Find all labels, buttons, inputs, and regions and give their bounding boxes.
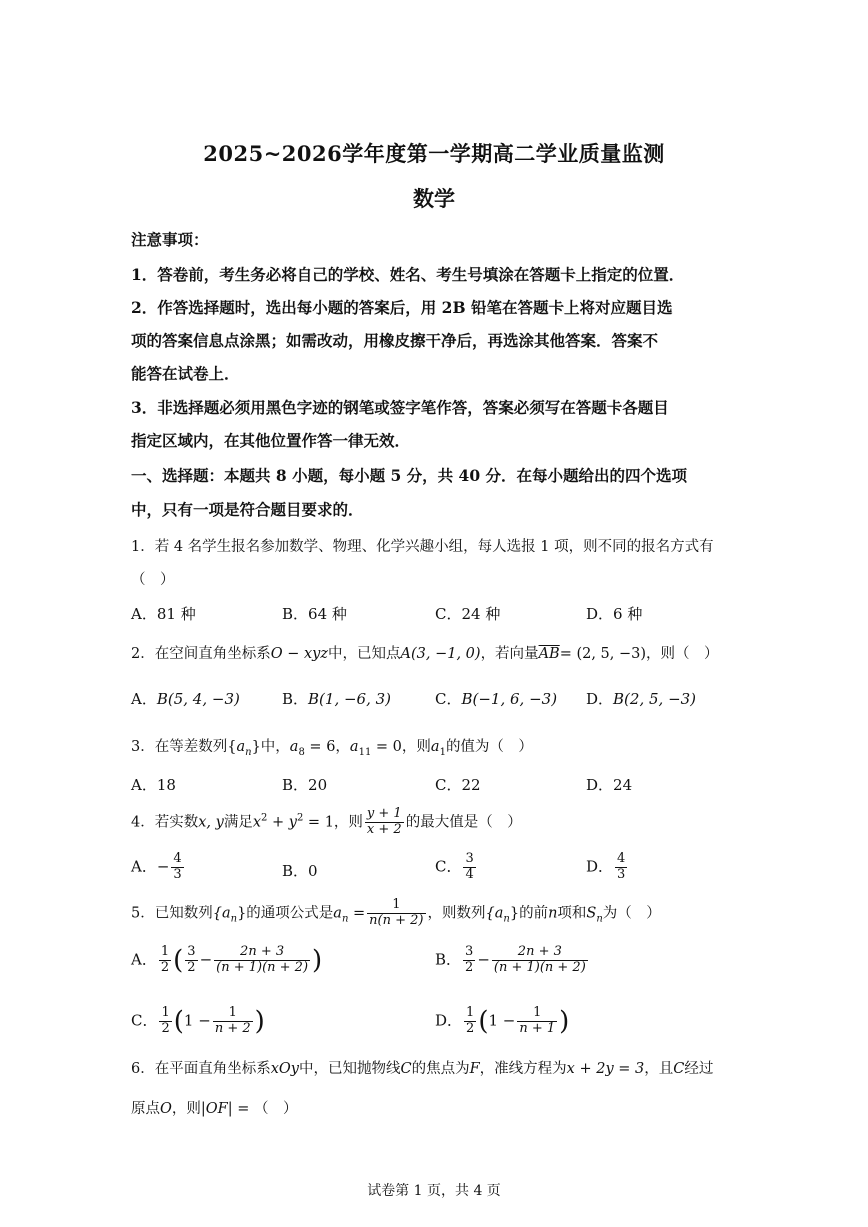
q5-text: } <box>237 905 247 922</box>
q3-value: = 6 <box>304 739 336 755</box>
q4-denominator: 3 <box>617 866 626 882</box>
q5-big-fraction <box>214 945 310 976</box>
q1-stem-line-2: （ ） <box>131 572 175 588</box>
q2-option-label: A． <box>131 690 157 708</box>
q6-stem-line-2 <box>131 1097 741 1118</box>
q5-text: 项和 <box>557 905 587 922</box>
q5-big-fraction <box>492 945 588 976</box>
q2-option-label: B． <box>282 690 309 708</box>
q2-option-a <box>131 688 240 709</box>
q2-stem <box>131 642 741 663</box>
q1-option-a: A．81 种 <box>131 605 196 623</box>
q5-three-half <box>185 945 197 976</box>
q5-c-fraction <box>213 1006 253 1037</box>
q2-option-d <box>586 688 696 709</box>
q5-denominator: 2 <box>466 1020 475 1036</box>
q5-d-fraction <box>517 1006 557 1037</box>
q6-text: ，且 <box>644 1061 674 1077</box>
q3-subscript: 8 <box>298 746 305 758</box>
q5-denominator: 2 <box>161 1020 170 1036</box>
q5-text: 的前 <box>519 905 549 922</box>
q5-denominator: n(n + 2) <box>369 912 424 928</box>
q5-denominator: (n + 1)(n + 2) <box>216 959 309 975</box>
q5-half <box>464 1006 476 1037</box>
q5-option-label: B． <box>435 950 462 969</box>
q5-numerator: 1 <box>517 1006 557 1022</box>
q2-text: 2．在空间直角坐标系 <box>131 646 271 662</box>
q4-stem <box>131 807 741 838</box>
q3-subscript: 11 <box>358 746 372 758</box>
q5-one-minus: 1 − <box>488 1011 516 1030</box>
q5-denominator: n + 1 <box>519 1020 556 1036</box>
q2-option-value: B(1, −6, 3) <box>308 690 392 708</box>
q4-text: 的最大值是（ ） <box>405 814 522 831</box>
q5-text: = <box>348 905 366 922</box>
q6-text: 原点 <box>131 1101 160 1117</box>
q5-option-label: D． <box>435 1011 463 1030</box>
q4-text: 4．若实数 <box>131 814 199 831</box>
q5-numerator: 1 <box>161 1005 170 1020</box>
q5-fraction <box>367 898 425 929</box>
q5-subscript: n <box>596 913 603 925</box>
q3-text: ， <box>335 739 350 755</box>
q6-text: 经过 <box>684 1061 714 1077</box>
q3-subscript: 1 <box>439 746 446 758</box>
q3-value: = 0 <box>371 739 402 755</box>
q5-text: } <box>509 905 520 922</box>
q6-focus: F <box>469 1061 480 1077</box>
q4-option-fraction <box>171 852 183 883</box>
q6-directrix: x + 2y = 3 <box>566 1061 645 1077</box>
q5-sum: S <box>586 905 597 922</box>
q4-sign: − <box>156 857 170 876</box>
q3-term: a <box>430 739 440 755</box>
q4-numerator: 4 <box>617 851 626 866</box>
q6-origin: O <box>160 1101 172 1117</box>
q5-sequence: {a <box>485 905 504 922</box>
q5-variable: n <box>548 905 558 922</box>
q4-option-fraction <box>463 852 475 883</box>
q2-option-label: D． <box>586 690 614 708</box>
q4-denominator: x + 2 <box>366 821 402 837</box>
q2-option-c <box>435 688 557 709</box>
q4-term: x <box>252 814 262 831</box>
q5-option-c <box>131 1006 265 1037</box>
q4-term: + y <box>267 814 297 831</box>
paren-open: ( <box>478 1006 489 1037</box>
q6-text: 的焦点为 <box>411 1061 470 1077</box>
q2-option-value: B(2, 5, −3) <box>613 690 697 708</box>
q5-one-minus: 1 − <box>183 1011 211 1030</box>
q5-option-label: A． <box>131 950 157 969</box>
q3-subscript: n <box>245 746 252 758</box>
q5-denominator: 2 <box>160 959 170 975</box>
q5-option-label: C． <box>131 1011 158 1030</box>
q4-option-a <box>131 852 186 883</box>
notice-item-1: 1．答卷前，考生务必将自己的学校、姓名、考生号填涂在答题卡上指定的位置． <box>131 265 685 284</box>
q4-denominator: 4 <box>465 866 474 882</box>
q5-text: ，则数列 <box>427 905 486 922</box>
q3-text: ，则 <box>401 739 431 755</box>
q4-numerator: 4 <box>173 851 182 866</box>
q5-subscript: n <box>230 913 238 925</box>
q4-text: ，则 <box>333 814 363 831</box>
notice-heading: 注意事项： <box>131 230 209 249</box>
q2-option-value: B(5, 4, −3) <box>156 690 240 708</box>
q5-minus: − <box>477 950 490 969</box>
q1-stem-line-1: 1．若 4 名学生报名参加数学、物理、化学兴趣小组，每人选报 1 项，则不同的报名方式有 <box>131 539 714 555</box>
section-heading-line-1: 一、选择题：本题共 8 小题，每小题 5 分，共 40 分．在每小题给出的四个选项 <box>131 466 688 485</box>
q4-option-b: B．0 <box>282 862 318 880</box>
paren-close: ) <box>312 945 323 976</box>
q5-option-d <box>435 1006 569 1037</box>
q6-curve: C <box>673 1061 685 1077</box>
q5-numerator: 3 <box>187 944 196 959</box>
q4-option-label: C． <box>435 857 462 876</box>
notice-item-3-line-1: 3．非选择题必须用黑色字迹的钢笔或签字笔作答，答案必须写在答题卡各题目 <box>131 398 669 417</box>
q2-vector-value: = (2, 5, −3) <box>559 646 647 662</box>
q5-numerator: 2n + 3 <box>492 945 588 961</box>
q4-text: 满足 <box>223 814 253 831</box>
q5-subscript: n <box>341 913 349 925</box>
paren-close: ) <box>254 1006 265 1037</box>
notice-item-2-line-3: 能答在试卷上． <box>131 364 240 383</box>
q1-option-c: C．24 种 <box>435 605 501 623</box>
q5-numerator: 1 <box>367 898 425 914</box>
q6-distance: |OF| <box>200 1101 233 1117</box>
notice-item-3-line-2: 指定区域内，在其他位置作答一律无效． <box>131 431 411 450</box>
q5-half <box>159 945 171 976</box>
q4-value: = 1 <box>303 814 334 831</box>
q3-text: }中， <box>251 739 290 755</box>
paren-open: ( <box>173 1006 184 1037</box>
q5-option-a <box>131 945 322 976</box>
q2-text: ，则（ ） <box>646 646 719 662</box>
q4-numerator: 3 <box>465 851 474 866</box>
q2-option-label: C． <box>435 690 462 708</box>
paren-open: ( <box>173 945 184 976</box>
q6-text: ，则 <box>171 1101 201 1117</box>
paren-close: ) <box>559 1006 570 1037</box>
q2-point-a: A(3, −1, 0) <box>400 646 481 662</box>
q3-term: a <box>349 739 359 755</box>
q3-text: 3．在等差数列{ <box>131 739 237 755</box>
q1-option-b: B．64 种 <box>282 605 347 623</box>
q5-sequence: {a <box>212 905 231 922</box>
q5-denominator: n + 2 <box>214 1020 251 1036</box>
q3-term: a <box>289 739 299 755</box>
q4-denominator: 3 <box>173 866 182 882</box>
q4-option-fraction <box>615 852 627 883</box>
q5-text: 的通项公式是 <box>246 905 334 922</box>
q5-text: 5．已知数列 <box>131 905 213 922</box>
q4-exponent: 2 <box>296 812 304 824</box>
exam-title: 2025~2026学年度第一学期高二学业质量监测 <box>203 141 665 166</box>
q5-denominator: 2 <box>187 959 196 975</box>
q5-three-half <box>463 945 475 976</box>
q5-numerator: 1 <box>466 1005 475 1020</box>
q3-text: 的值为（ ） <box>445 739 533 755</box>
q6-text: 中，已知抛物线 <box>299 1061 401 1077</box>
q4-option-c <box>435 852 478 883</box>
q5-numerator: 1 <box>160 944 170 959</box>
q2-coord-system: O − xyz <box>270 646 328 662</box>
q2-text: 中，已知点 <box>328 646 401 662</box>
q6-plane: xOy <box>270 1061 299 1077</box>
q5-stem <box>131 898 741 929</box>
q5-minus: − <box>199 950 213 969</box>
q3-term: a <box>236 739 246 755</box>
q5-text: 为（ ） <box>602 905 661 922</box>
q1-option-d: D．6 种 <box>586 605 643 623</box>
q5-numerator: 2n + 3 <box>214 945 310 961</box>
q4-option-label: D． <box>586 857 614 876</box>
q3-option-a: A．18 <box>131 776 176 794</box>
q4-variables: x, y <box>198 814 224 831</box>
q5-numerator: 3 <box>465 944 474 959</box>
q4-option-label: A． <box>131 857 157 876</box>
q3-stem <box>131 735 741 758</box>
q2-vector-ab: $\overline{AB}$ <box>538 646 560 662</box>
notice-item-2-line-1: 2．作答选择题时，选出每小题的答案后，用 2B 铅笔在答题卡上将对应题目选 <box>131 298 673 317</box>
q6-text: ，准线方程为 <box>479 1061 567 1077</box>
q6-text: = （ ） <box>232 1101 298 1117</box>
q4-fraction <box>365 807 404 838</box>
subject-title: 数学 <box>413 186 455 211</box>
section-heading-line-2: 中，只有一项是符合题目要求的． <box>131 500 364 519</box>
q4-exponent: 2 <box>261 812 268 824</box>
q5-numerator: 1 <box>213 1006 253 1022</box>
q5-subscript: n <box>503 913 510 925</box>
q6-text: 6．在平面直角坐标系 <box>131 1061 271 1077</box>
q3-option-d: D．24 <box>586 776 633 794</box>
q2-option-value: B(−1, 6, −3) <box>461 690 558 708</box>
q5-denominator: 2 <box>465 959 474 975</box>
notice-item-2-line-2: 项的答案信息点涂黑；如需改动，用橡皮擦干净后，再选涂其他答案．答案不 <box>131 331 659 350</box>
q5-term: a <box>333 905 342 922</box>
q3-option-c: C．22 <box>435 776 481 794</box>
page-footer: 试卷第 1 页，共 4 页 <box>367 1183 501 1199</box>
q6-stem-line-1 <box>131 1057 741 1078</box>
q5-option-b <box>435 945 590 976</box>
q2-text: ，若向量 <box>480 646 539 662</box>
q5-half <box>159 1006 171 1037</box>
q6-curve: C <box>400 1061 412 1077</box>
q2-option-b <box>282 688 391 709</box>
q4-option-d <box>586 852 629 883</box>
q5-denominator: (n + 1)(n + 2) <box>493 959 586 975</box>
q4-numerator: y + 1 <box>366 806 402 821</box>
q3-option-b: B．20 <box>282 776 328 794</box>
